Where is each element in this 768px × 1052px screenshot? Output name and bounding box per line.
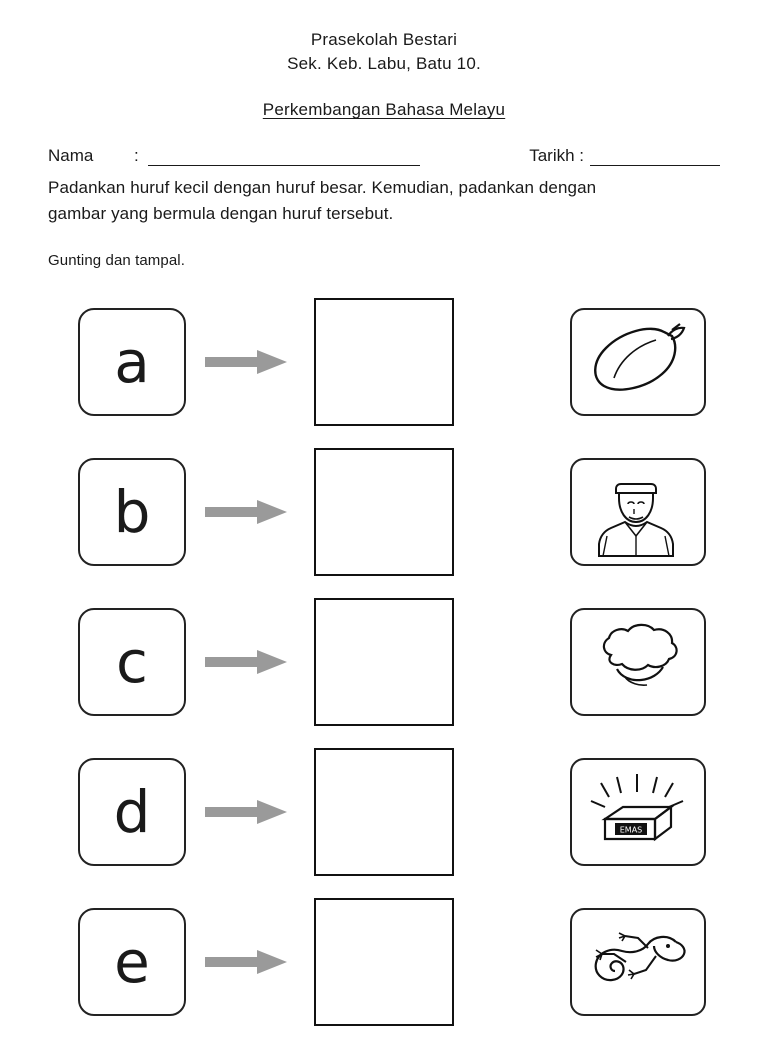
exercise-row	[40, 287, 728, 437]
letter-card-a: a	[78, 308, 186, 416]
exercise-rows	[0, 287, 768, 1037]
exercise-row	[40, 887, 728, 1037]
mangga-icon	[580, 318, 696, 406]
letter-card-e: e	[78, 908, 186, 1016]
arrow-right-icon	[203, 647, 289, 677]
picture-card-cendawan	[570, 608, 706, 716]
arrow-a	[186, 347, 306, 377]
date-label: Tarikh :	[529, 146, 584, 166]
worksheet-page	[0, 28, 768, 1052]
exercise-row	[40, 587, 728, 737]
arrow-right-icon	[203, 947, 289, 977]
instruction-line-1: Padankan huruf kecil dengan huruf besar. Kemudian, padankan dengan	[48, 178, 597, 198]
letter-card-d: d	[78, 758, 186, 866]
arrow-d	[186, 797, 306, 827]
school-name: Prasekolah Bestari	[310, 30, 458, 49]
bapa-icon	[579, 466, 697, 558]
exercise-row	[40, 737, 728, 887]
name-colon: :	[134, 146, 139, 166]
cicak-icon	[580, 918, 696, 1006]
name-label: Nama	[48, 146, 94, 166]
school-heading	[0, 28, 768, 76]
arrow-right-icon	[203, 347, 289, 377]
emas-icon	[579, 767, 697, 857]
arrow-right-icon	[203, 797, 289, 827]
picture-card-cicak	[570, 908, 706, 1016]
picture-card-emas	[570, 758, 706, 866]
arrow-c	[186, 647, 306, 677]
picture-card-mangga	[570, 308, 706, 416]
emas-label: EMAS	[619, 825, 643, 835]
picture-card-bapa	[570, 458, 706, 566]
answer-box-a[interactable]	[314, 298, 454, 426]
date-input[interactable]	[590, 148, 720, 166]
exercise-row	[40, 437, 728, 587]
letter-card-c: c	[78, 608, 186, 716]
cendawan-icon	[581, 619, 695, 705]
instructions	[0, 175, 768, 226]
school-address: Sek. Keb. Labu, Batu 10.	[287, 54, 481, 74]
answer-box-c[interactable]	[314, 598, 454, 726]
arrow-right-icon	[203, 497, 289, 527]
letter-card-b: b	[78, 458, 186, 566]
page-title: Perkembangan Bahasa Melayu	[262, 100, 506, 120]
answer-box-e[interactable]	[314, 898, 454, 1026]
answer-box-d[interactable]	[314, 748, 454, 876]
arrow-b	[186, 497, 306, 527]
form-fields	[0, 146, 768, 166]
name-input[interactable]	[148, 148, 420, 166]
answer-box-b[interactable]	[314, 448, 454, 576]
cut-and-paste-note: Gunting dan tampal.	[48, 252, 185, 270]
arrow-e	[186, 947, 306, 977]
instruction-line-2: gambar yang bermula dengan huruf tersebut.	[48, 203, 394, 223]
